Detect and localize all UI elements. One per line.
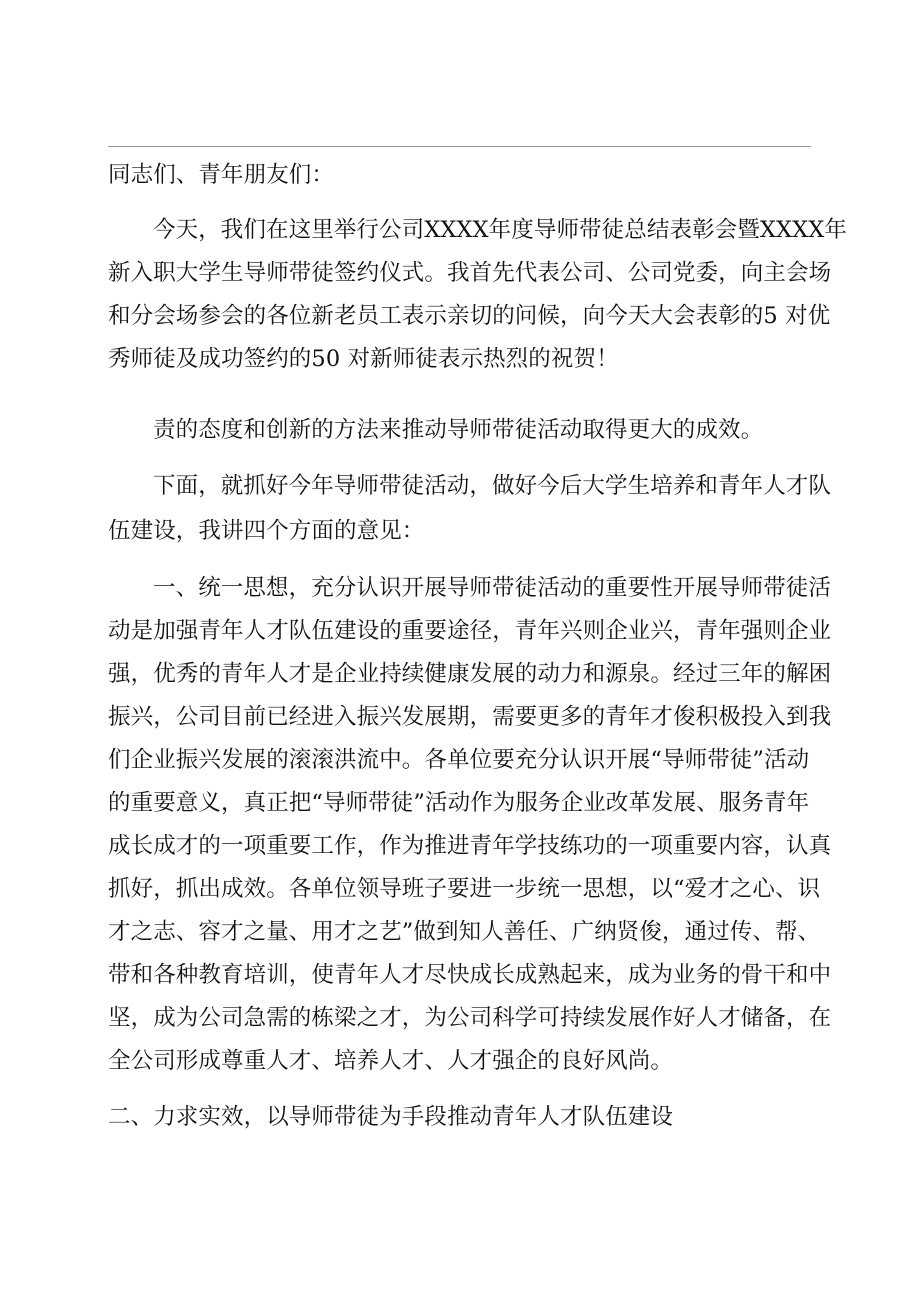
paragraph-line: 和分会场参会的各位新老员工表示亲切的问候，向今天大会表彰的5 对优: [108, 303, 831, 329]
paragraph-line: 们企业振兴发展的滚滚洪流中。各单位要充分认识开展“导师带徒”活动: [108, 747, 810, 773]
paragraph-line: 的重要意义，真正把“导师带徒”活动作为服务企业改革发展、服务青年: [108, 790, 810, 816]
paragraph-line: 坚，成为公司急需的栋梁之才，为公司科学可持续发展作好人才储备，在: [108, 1005, 832, 1031]
paragraph-line: 强，优秀的青年人才是企业持续健康发展的动力和源泉。经过三年的解困: [108, 661, 832, 687]
paragraph-line: 才之志、容才之量、用才之艺”做到知人善任、广纳贤俊，通过传、帮、: [108, 919, 821, 945]
paragraph-line: 全公司形成尊重人才、培养人才、人才强企的良好风尚。: [108, 1048, 674, 1074]
paragraph-line: 带和各种教育培训，使青年人才尽快成长成熟起来，成为业务的骨干和中: [108, 962, 832, 988]
header-rule: [108, 146, 811, 147]
paragraph-line: 今天，我们在这里举行公司XXXX年度导师带徒总结表彰会暨XXXX年: [153, 217, 847, 243]
paragraph-line: 伍建设，我讲四个方面的意见：: [108, 518, 425, 544]
paragraph-line: 一、统一思想，充分认识开展导师带徒活动的重要性开展导师带徒活: [153, 575, 832, 601]
paragraph-line: 秀师徒及成功签约的50 对新师徒表示热烈的祝贺！: [108, 346, 619, 372]
paragraph-line: 下面，就抓好今年导师带徒活动，做好今后大学生培养和青年人才队: [153, 473, 832, 499]
paragraph-line: 责的态度和创新的方法来推动导师带徒活动取得更大的成效。: [153, 417, 764, 443]
paragraph-line: 抓好，抓出成效。各单位领导班子要进一步统一思想，以“爱才之心、识: [108, 876, 821, 902]
section-heading: 二、力求实效，以导师带徒为手段推动青年人才队伍建设: [108, 1104, 674, 1130]
paragraph-line: 振兴，公司目前已经进入振兴发展期，需要更多的青年才俊积极投入到我: [108, 704, 832, 730]
salutation: 同志们、青年朋友们：: [108, 162, 335, 188]
paragraph-line: 动是加强青年人才队伍建设的重要途径，青年兴则企业兴，青年强则企业: [108, 618, 832, 644]
paragraph-line: 新入职大学生导师带徒签约仪式。我首先代表公司、公司党委，向主会场: [108, 260, 832, 286]
paragraph-line: 成长成才的一项重要工作，作为推进青年学技练功的一项重要内容，认真: [108, 833, 832, 859]
